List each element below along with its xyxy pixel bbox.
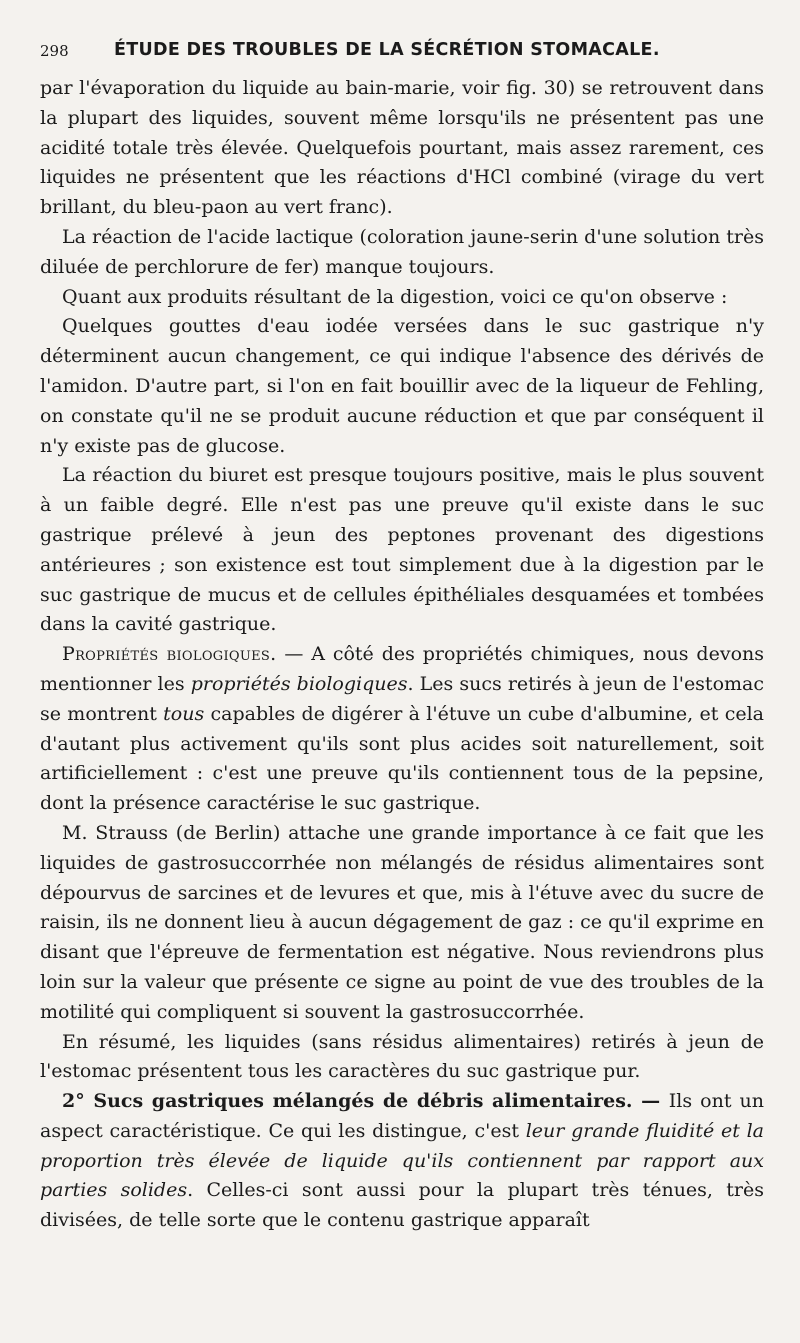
paragraph-9 <box>40 1087 764 1236</box>
paragraph-7: M. Strauss (de Berlin) attache une grande importance à ce fait que les liquides de gastrosuccorrhée non mélangés de résidus alimentaires sont dépourvus de sarcines et de levures et que, mis à l'étuve avec du sucre de raisin, ils ne donnent lieu à aucun dégagement de gaz : ce qu'il exprime en disant que l'épreuve de fermentation est négative. Nous reviendrons plus loin sur la valeur que présente ce signe au point de vue des troubles de la motilité qui compliquent si souvent la gastrosuccorrhée. <box>40 821 764 1023</box>
paragraph-1: par l'évaporation du liquide au bain-marie, voir fig. 30) se retrouvent dans la plupart des liquides, souvent même lorsqu'ils ne présentent pas une acidité totale très élevée. Quelquefois pourtant, mais assez rarement, ces liquides ne présentent que les réactions d'HCl combiné (virage du vert brillant, du bleu-paon au vert franc). <box>40 77 764 219</box>
paragraph-6-text-2: . Les sucs retirés à jeun de l'estomac se montrent <box>40 672 764 725</box>
paragraph-6-text-1: — A côté des propriétés chimiques, nous devons mentionner les <box>40 643 764 695</box>
emphasis-proprietes-biologiques: propriétés biologiques <box>190 672 408 695</box>
paragraph-9-text-2: . Celles-ci sont aussi pour la plupart très ténues, très divisées, de telle sorte que le contenu gastrique apparaît <box>40 1179 764 1232</box>
emphasis-fluidite: leur grande fluidité et la proportion très élevée de liquide qu'ils contiennent par rapport aux parties solides <box>40 1119 764 1202</box>
page-header <box>40 16 764 60</box>
paragraph-4: Quelques gouttes d'eau iodée versées dans le suc gastrique n'y déterminent aucun changement, ce qui indique l'absence des dérivés de l'amidon. D'autre part, si l'on en fait bouillir avec de la liqueur de Fehling, on constate qu'il ne se produit aucune réduction et que par conséquent il n'y existe pas de glucose. <box>40 315 764 457</box>
paragraph-8: En résumé, les liquides (sans résidus alimentaires) retirés à jeun de l'estomac présentent tous les caractères du suc gastrique pur. <box>40 1030 764 1083</box>
section-heading-sucs-melanges: 2° Sucs gastriques mélangés de débris alimentaires. <box>62 1090 633 1113</box>
paragraph-2: La réaction de l'acide lactique (coloration jaune-serin d'une solution très diluée de perchlorure de fer) manque toujours. <box>40 225 764 278</box>
paragraph-9-text-1: Ils ont un aspect caractéristique. Ce qui les distingue, c'est <box>40 1090 765 1142</box>
paragraph-6-text-3: capables de digérer à l'étuve un cube d'albumine, et cela d'autant plus activement qu'ils sont plus acides soit naturellement, soit artificiellement : c'est une preuve qu'ils contiennent tous de la pepsine, dont la présence caractérise le suc gastrique. <box>40 702 764 815</box>
paragraph-3: Quant aux produits résultant de la digestion, voici ce qu'on observe : <box>62 285 728 308</box>
emphasis-tous: tous <box>163 702 205 725</box>
running-title: ÉTUDE DES TROUBLES DE LA SÉCRÉTION STOMACALE. <box>114 40 660 60</box>
page-body <box>40 74 764 1236</box>
paragraph-6 <box>40 640 764 819</box>
section-heading-biologiques: Propriétés biologiques. <box>62 643 277 666</box>
page-number: 298 <box>40 42 69 60</box>
paragraph-5: La réaction du biuret est presque toujours positive, mais le plus souvent à un faible degré. Elle n'est pas une preuve qu'il existe dans le suc gastrique prélevé à jeun des peptones provenant des digestions antérieures ; son existence est tout simplement due à la digestion par le suc gastrique de mucus et de cellules épithéliales desquamées et tombées dans la cavité gastrique. <box>40 464 764 636</box>
heading-dash: — <box>632 1090 669 1113</box>
